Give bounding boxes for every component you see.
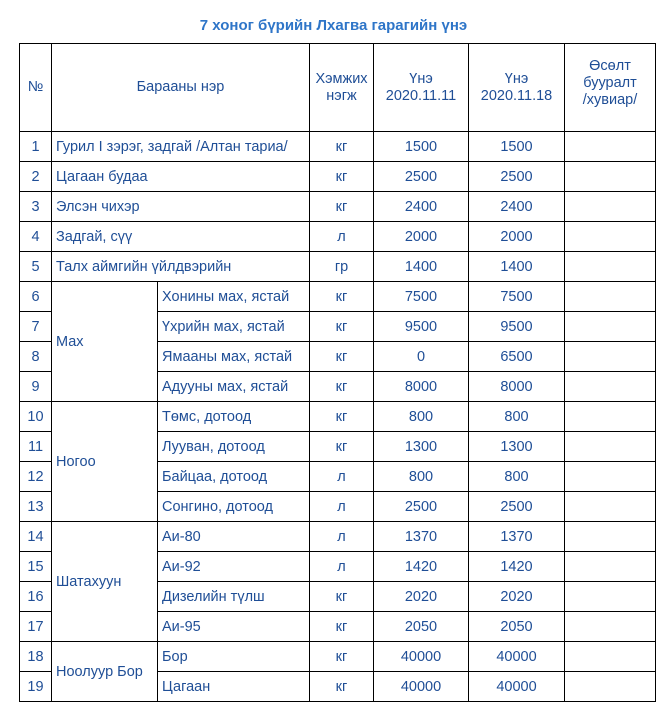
category-name: Ноолуур Бор xyxy=(52,642,158,702)
price-2020-11-11: 40000 xyxy=(374,672,469,702)
row-number: 7 xyxy=(20,312,52,342)
price-2020-11-18: 1400 xyxy=(469,252,565,282)
page-title: 7 хоног бүрийн Лхагва гарагийн үнэ xyxy=(199,17,468,34)
unit-cell: кг xyxy=(310,132,374,162)
product-name: Лууван, дотоод xyxy=(158,432,310,462)
price-2020-11-18: 7500 xyxy=(469,282,565,312)
change-percent xyxy=(565,492,656,522)
header-unit-line2: нэгж xyxy=(326,87,357,104)
header-no: № xyxy=(20,44,52,132)
price-2020-11-11: 7500 xyxy=(374,282,469,312)
table-row xyxy=(20,522,656,552)
row-number: 5 xyxy=(20,252,52,282)
table-row xyxy=(20,132,656,162)
change-percent xyxy=(565,222,656,252)
row-number: 17 xyxy=(20,612,52,642)
category-name: Ногоо xyxy=(52,402,158,522)
header-product-name: Барааны нэр xyxy=(52,44,310,132)
header-change xyxy=(565,44,656,132)
header-price-2-line1: Үнэ xyxy=(504,70,529,87)
change-percent xyxy=(565,672,656,702)
price-2020-11-18: 2020 xyxy=(469,582,565,612)
header-price-1-date: 2020.11.11 xyxy=(385,87,457,104)
price-2020-11-18: 1420 xyxy=(469,552,565,582)
row-number: 8 xyxy=(20,342,52,372)
table-row xyxy=(20,402,656,432)
price-2020-11-11: 2000 xyxy=(374,222,469,252)
product-name: Ямааны мах, ястай xyxy=(158,342,310,372)
product-name: Талх аймгийн үйлдвэрийн xyxy=(52,252,310,282)
product-name: Төмс, дотоод xyxy=(158,402,310,432)
unit-cell: л xyxy=(310,552,374,582)
row-number: 4 xyxy=(20,222,52,252)
unit-cell: кг xyxy=(310,372,374,402)
price-2020-11-11: 2050 xyxy=(374,612,469,642)
price-2020-11-11: 2500 xyxy=(374,492,469,522)
table-body xyxy=(20,132,656,702)
unit-cell: кг xyxy=(310,642,374,672)
unit-cell: кг xyxy=(310,342,374,372)
product-name: Элсэн чихэр xyxy=(52,192,310,222)
product-name: Хонины мах, ястай xyxy=(158,282,310,312)
price-2020-11-18: 2500 xyxy=(469,162,565,192)
header-change-line1: Өсөлт xyxy=(589,58,631,74)
row-number: 14 xyxy=(20,522,52,552)
header-price-1 xyxy=(374,44,469,132)
price-2020-11-11: 2020 xyxy=(374,582,469,612)
price-2020-11-18: 800 xyxy=(469,462,565,492)
row-number: 2 xyxy=(20,162,52,192)
row-number: 19 xyxy=(20,672,52,702)
change-percent xyxy=(565,522,656,552)
price-2020-11-18: 40000 xyxy=(469,642,565,672)
price-2020-11-11: 2500 xyxy=(374,162,469,192)
price-table xyxy=(19,43,656,702)
header-unit-line1: Хэмжих xyxy=(315,70,368,87)
price-2020-11-18: 9500 xyxy=(469,312,565,342)
row-number: 9 xyxy=(20,372,52,402)
unit-cell: кг xyxy=(310,582,374,612)
header-price-2-date: 2020.11.18 xyxy=(480,87,553,104)
unit-cell: л xyxy=(310,492,374,522)
price-2020-11-11: 40000 xyxy=(374,642,469,672)
price-2020-11-18: 800 xyxy=(469,402,565,432)
row-number: 13 xyxy=(20,492,52,522)
unit-cell: л xyxy=(310,462,374,492)
change-percent xyxy=(565,582,656,612)
table-row xyxy=(20,192,656,222)
header-unit xyxy=(310,44,374,132)
unit-cell: кг xyxy=(310,192,374,222)
change-percent xyxy=(565,552,656,582)
price-2020-11-18: 6500 xyxy=(469,342,565,372)
price-2020-11-11: 0 xyxy=(374,342,469,372)
change-percent xyxy=(565,432,656,462)
product-name: Сонгино, дотоод xyxy=(158,492,310,522)
product-name: Аи-80 xyxy=(158,522,310,552)
row-number: 15 xyxy=(20,552,52,582)
unit-cell: кг xyxy=(310,612,374,642)
price-2020-11-18: 40000 xyxy=(469,672,565,702)
change-percent xyxy=(565,462,656,492)
change-percent xyxy=(565,162,656,192)
price-2020-11-11: 9500 xyxy=(374,312,469,342)
price-2020-11-11: 1420 xyxy=(374,552,469,582)
price-2020-11-18: 1370 xyxy=(469,522,565,552)
category-name: Мах xyxy=(52,282,158,402)
unit-cell: кг xyxy=(310,282,374,312)
product-name: Цагаан будаа xyxy=(52,162,310,192)
product-name: Адууны мах, ястай xyxy=(158,372,310,402)
unit-cell: кг xyxy=(310,312,374,342)
table-row xyxy=(20,282,656,312)
product-name: Дизелийн түлш xyxy=(158,582,310,612)
unit-cell: л xyxy=(310,522,374,552)
change-percent xyxy=(565,642,656,672)
product-name: Цагаан xyxy=(158,672,310,702)
row-number: 12 xyxy=(20,462,52,492)
change-percent xyxy=(565,282,656,312)
price-2020-11-11: 8000 xyxy=(374,372,469,402)
change-percent xyxy=(565,342,656,372)
product-name: Бор xyxy=(158,642,310,672)
table-row xyxy=(20,642,656,672)
price-2020-11-11: 1300 xyxy=(374,432,469,462)
change-percent xyxy=(565,612,656,642)
unit-cell: кг xyxy=(310,162,374,192)
row-number: 10 xyxy=(20,402,52,432)
product-name: Аи-95 xyxy=(158,612,310,642)
unit-cell: кг xyxy=(310,432,374,462)
price-2020-11-11: 800 xyxy=(374,462,469,492)
change-percent xyxy=(565,402,656,432)
change-percent xyxy=(565,372,656,402)
product-name: Аи-92 xyxy=(158,552,310,582)
row-number: 3 xyxy=(20,192,52,222)
table-row xyxy=(20,162,656,192)
price-2020-11-18: 1500 xyxy=(469,132,565,162)
row-number: 16 xyxy=(20,582,52,612)
header-price-1-line1: Үнэ xyxy=(409,70,433,87)
table-header-row xyxy=(20,44,656,132)
price-2020-11-11: 1500 xyxy=(374,132,469,162)
row-number: 6 xyxy=(20,282,52,312)
change-percent xyxy=(565,132,656,162)
unit-cell: кг xyxy=(310,672,374,702)
price-2020-11-18: 2050 xyxy=(469,612,565,642)
price-2020-11-18: 1300 xyxy=(469,432,565,462)
change-percent xyxy=(565,192,656,222)
header-price-2 xyxy=(469,44,565,132)
price-2020-11-11: 1400 xyxy=(374,252,469,282)
category-name: Шатахуун xyxy=(52,522,158,642)
unit-cell: гр xyxy=(310,252,374,282)
table-row xyxy=(20,252,656,282)
unit-cell: л xyxy=(310,222,374,252)
header-change-line2: бууралт xyxy=(583,75,637,91)
price-2020-11-18: 2000 xyxy=(469,222,565,252)
product-name: Үхрийн мах, ястай xyxy=(158,312,310,342)
price-2020-11-18: 8000 xyxy=(469,372,565,402)
price-2020-11-11: 800 xyxy=(374,402,469,432)
table-row xyxy=(20,222,656,252)
header-change-line3: /хувиар/ xyxy=(582,92,638,108)
price-2020-11-11: 1370 xyxy=(374,522,469,552)
product-name: Задгай, сүү xyxy=(52,222,310,252)
change-percent xyxy=(565,252,656,282)
row-number: 11 xyxy=(20,432,52,462)
row-number: 18 xyxy=(20,642,52,672)
change-percent xyxy=(565,312,656,342)
product-name: Байцаа, дотоод xyxy=(158,462,310,492)
price-2020-11-18: 2500 xyxy=(469,492,565,522)
unit-cell: кг xyxy=(310,402,374,432)
price-2020-11-18: 2400 xyxy=(469,192,565,222)
price-2020-11-11: 2400 xyxy=(374,192,469,222)
row-number: 1 xyxy=(20,132,52,162)
product-name: Гурил I зэрэг, задгай /Алтан тариа/ xyxy=(52,132,310,162)
